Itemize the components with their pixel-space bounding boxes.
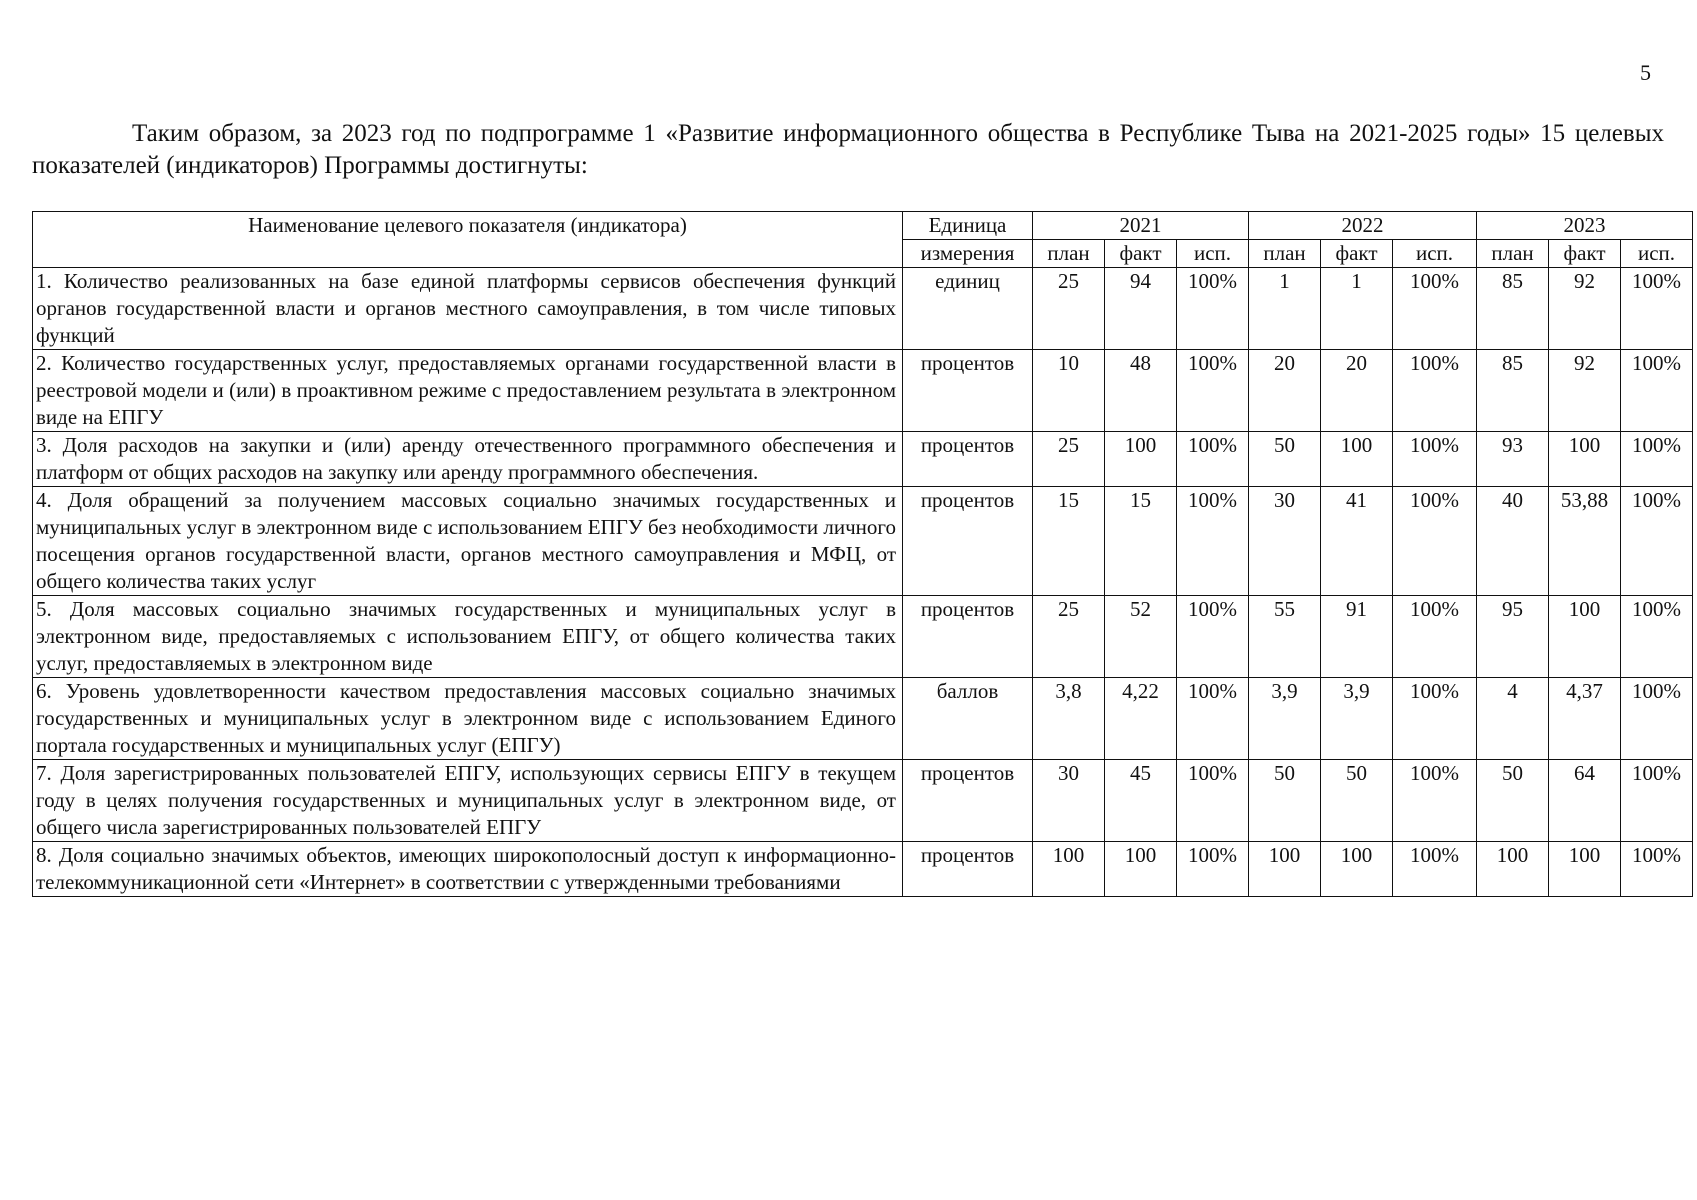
header-indicator-name: Наименование целевого показателя (индикатора) bbox=[33, 212, 903, 268]
indicator-value: 3,9 bbox=[1249, 678, 1321, 760]
indicator-value: 100% bbox=[1177, 678, 1249, 760]
indicator-value: 100 bbox=[1249, 842, 1321, 897]
indicator-value: 50 bbox=[1249, 760, 1321, 842]
indicator-value: 100% bbox=[1393, 760, 1477, 842]
indicator-value: 100% bbox=[1621, 678, 1693, 760]
indicator-name: 1. Количество реализованных на базе единой платформы сервисов обеспечения функций органов государственной власти и органов местного самоуправления, в том числе типовых функций bbox=[33, 268, 903, 350]
header-execution: исп. bbox=[1393, 240, 1477, 268]
indicator-value: 100% bbox=[1177, 432, 1249, 487]
indicator-value: 95 bbox=[1477, 596, 1549, 678]
indicator-value: 48 bbox=[1105, 350, 1177, 432]
indicator-value: 100% bbox=[1621, 596, 1693, 678]
indicator-value: 4 bbox=[1477, 678, 1549, 760]
indicator-value: 100 bbox=[1549, 596, 1621, 678]
indicator-value: 85 bbox=[1477, 350, 1549, 432]
indicator-value: 100% bbox=[1393, 350, 1477, 432]
indicator-value: 15 bbox=[1105, 487, 1177, 596]
indicator-value: 100 bbox=[1549, 842, 1621, 897]
indicator-value: 94 bbox=[1105, 268, 1177, 350]
indicator-value: 100% bbox=[1177, 487, 1249, 596]
indicator-name: 8. Доля социально значимых объектов, имеющих широкополосный доступ к информационно-телекоммуникационной сети «Интернет» в соответствии с утвержденными требованиями bbox=[33, 842, 903, 897]
indicator-value: 15 bbox=[1033, 487, 1105, 596]
indicator-value: 52 bbox=[1105, 596, 1177, 678]
indicator-value: 1 bbox=[1249, 268, 1321, 350]
indicator-value: 30 bbox=[1249, 487, 1321, 596]
indicator-value: 100% bbox=[1621, 268, 1693, 350]
indicator-value: 100% bbox=[1393, 268, 1477, 350]
indicator-value: 50 bbox=[1249, 432, 1321, 487]
header-unit-line1: Единица bbox=[903, 212, 1033, 240]
indicator-value: 25 bbox=[1033, 432, 1105, 487]
indicator-value: 100% bbox=[1621, 487, 1693, 596]
indicator-value: 100% bbox=[1621, 350, 1693, 432]
header-fact: факт bbox=[1321, 240, 1393, 268]
indicator-unit: процентов bbox=[903, 350, 1033, 432]
header-plan: план bbox=[1033, 240, 1105, 268]
page-number: 5 bbox=[1640, 60, 1651, 85]
indicator-name: 5. Доля массовых социально значимых государственных и муниципальных услуг в электронном виде, предоставляемых с использованием ЕПГУ, от общего количества таких услуг, предоставляемых в электронном виде bbox=[33, 596, 903, 678]
indicator-value: 55 bbox=[1249, 596, 1321, 678]
indicator-value: 85 bbox=[1477, 268, 1549, 350]
indicator-value: 100% bbox=[1621, 760, 1693, 842]
header-year-2022: 2022 bbox=[1249, 212, 1477, 240]
indicator-name: 2. Количество государственных услуг, предоставляемых органами государственной власти в реестровой модели и (или) в проактивном режиме с предоставлением результата в электронном виде на ЕПГУ bbox=[33, 350, 903, 432]
indicator-value: 1 bbox=[1321, 268, 1393, 350]
indicator-value: 92 bbox=[1549, 268, 1621, 350]
indicator-unit: процентов bbox=[903, 596, 1033, 678]
indicator-name: 3. Доля расходов на закупки и (или) аренду отечественного программного обеспечения и платформ от общих расходов на закупку или аренду программного обеспечения. bbox=[33, 432, 903, 487]
indicator-value: 10 bbox=[1033, 350, 1105, 432]
indicators-table bbox=[32, 211, 1693, 897]
indicator-unit: единиц bbox=[903, 268, 1033, 350]
indicator-value: 100% bbox=[1177, 842, 1249, 897]
indicator-value: 100% bbox=[1621, 432, 1693, 487]
header-year-2021: 2021 bbox=[1033, 212, 1249, 240]
table-row bbox=[33, 487, 1693, 596]
indicator-value: 45 bbox=[1105, 760, 1177, 842]
indicator-value: 4,37 bbox=[1549, 678, 1621, 760]
indicator-unit: процентов bbox=[903, 432, 1033, 487]
indicator-value: 100 bbox=[1321, 432, 1393, 487]
table-row bbox=[33, 268, 1693, 350]
indicator-value: 40 bbox=[1477, 487, 1549, 596]
indicator-value: 100% bbox=[1393, 842, 1477, 897]
indicator-value: 20 bbox=[1249, 350, 1321, 432]
indicator-name: 4. Доля обращений за получением массовых социально значимых государственных и муниципальных услуг в электронном виде с использованием ЕПГУ без необходимости личного посещения органов государственной власти, органов местного самоуправления и МФЦ, от общего количества таких услуг bbox=[33, 487, 903, 596]
indicator-name: 6. Уровень удовлетворенности качеством предоставления массовых социально значимых государственных и муниципальных услуг в электронном виде с использованием Единого портала государственных и муниципальных услуг (ЕПГУ) bbox=[33, 678, 903, 760]
indicator-value: 50 bbox=[1321, 760, 1393, 842]
indicator-value: 100% bbox=[1393, 596, 1477, 678]
header-fact: факт bbox=[1105, 240, 1177, 268]
indicator-value: 100 bbox=[1549, 432, 1621, 487]
header-plan: план bbox=[1477, 240, 1549, 268]
indicator-value: 100% bbox=[1177, 350, 1249, 432]
indicator-value: 41 bbox=[1321, 487, 1393, 596]
indicator-value: 100% bbox=[1393, 432, 1477, 487]
indicator-value: 100 bbox=[1033, 842, 1105, 897]
indicator-name: 7. Доля зарегистрированных пользователей ЕПГУ, использующих сервисы ЕПГУ в текущем году в целях получения государственных и муниципальных услуг в электронном виде, от общего числа зарегистрированных пользователей ЕПГУ bbox=[33, 760, 903, 842]
table-row bbox=[33, 842, 1693, 897]
indicator-unit: процентов bbox=[903, 760, 1033, 842]
indicator-value: 100% bbox=[1621, 842, 1693, 897]
indicator-value: 64 bbox=[1549, 760, 1621, 842]
indicator-value: 100 bbox=[1321, 842, 1393, 897]
header-execution: исп. bbox=[1177, 240, 1249, 268]
header-unit-line2: измерения bbox=[903, 240, 1033, 268]
indicator-value: 3,8 bbox=[1033, 678, 1105, 760]
header-year-2023: 2023 bbox=[1477, 212, 1693, 240]
indicator-value: 53,88 bbox=[1549, 487, 1621, 596]
indicator-unit: баллов bbox=[903, 678, 1033, 760]
indicator-value: 50 bbox=[1477, 760, 1549, 842]
indicator-value: 100% bbox=[1177, 596, 1249, 678]
intro-text: Таким образом, за 2023 год по подпрограмме 1 «Развитие информационного общества в Республике Тыва на 2021-2025 годы» 15 целевых показателей (индикаторов) Программы достигнуты: bbox=[32, 120, 1664, 179]
indicator-value: 100% bbox=[1177, 268, 1249, 350]
table-row bbox=[33, 760, 1693, 842]
header-plan: план bbox=[1249, 240, 1321, 268]
table-row bbox=[33, 678, 1693, 760]
indicator-value: 100% bbox=[1393, 487, 1477, 596]
indicator-value: 91 bbox=[1321, 596, 1393, 678]
header-execution: исп. bbox=[1621, 240, 1693, 268]
indicator-value: 92 bbox=[1549, 350, 1621, 432]
indicator-value: 100 bbox=[1105, 842, 1177, 897]
indicator-value: 100 bbox=[1477, 842, 1549, 897]
table-row bbox=[33, 350, 1693, 432]
indicator-value: 25 bbox=[1033, 268, 1105, 350]
indicators-table-body bbox=[33, 268, 1693, 897]
table-row bbox=[33, 432, 1693, 487]
indicator-value: 20 bbox=[1321, 350, 1393, 432]
indicator-value: 93 bbox=[1477, 432, 1549, 487]
indicator-value: 100% bbox=[1177, 760, 1249, 842]
indicator-unit: процентов bbox=[903, 487, 1033, 596]
header-fact: факт bbox=[1549, 240, 1621, 268]
table-row bbox=[33, 596, 1693, 678]
indicator-unit: процентов bbox=[903, 842, 1033, 897]
indicator-value: 4,22 bbox=[1105, 678, 1177, 760]
indicator-value: 100% bbox=[1393, 678, 1477, 760]
intro-paragraph bbox=[32, 118, 1664, 182]
indicator-value: 3,9 bbox=[1321, 678, 1393, 760]
indicator-value: 25 bbox=[1033, 596, 1105, 678]
indicator-value: 30 bbox=[1033, 760, 1105, 842]
indicator-value: 100 bbox=[1105, 432, 1177, 487]
